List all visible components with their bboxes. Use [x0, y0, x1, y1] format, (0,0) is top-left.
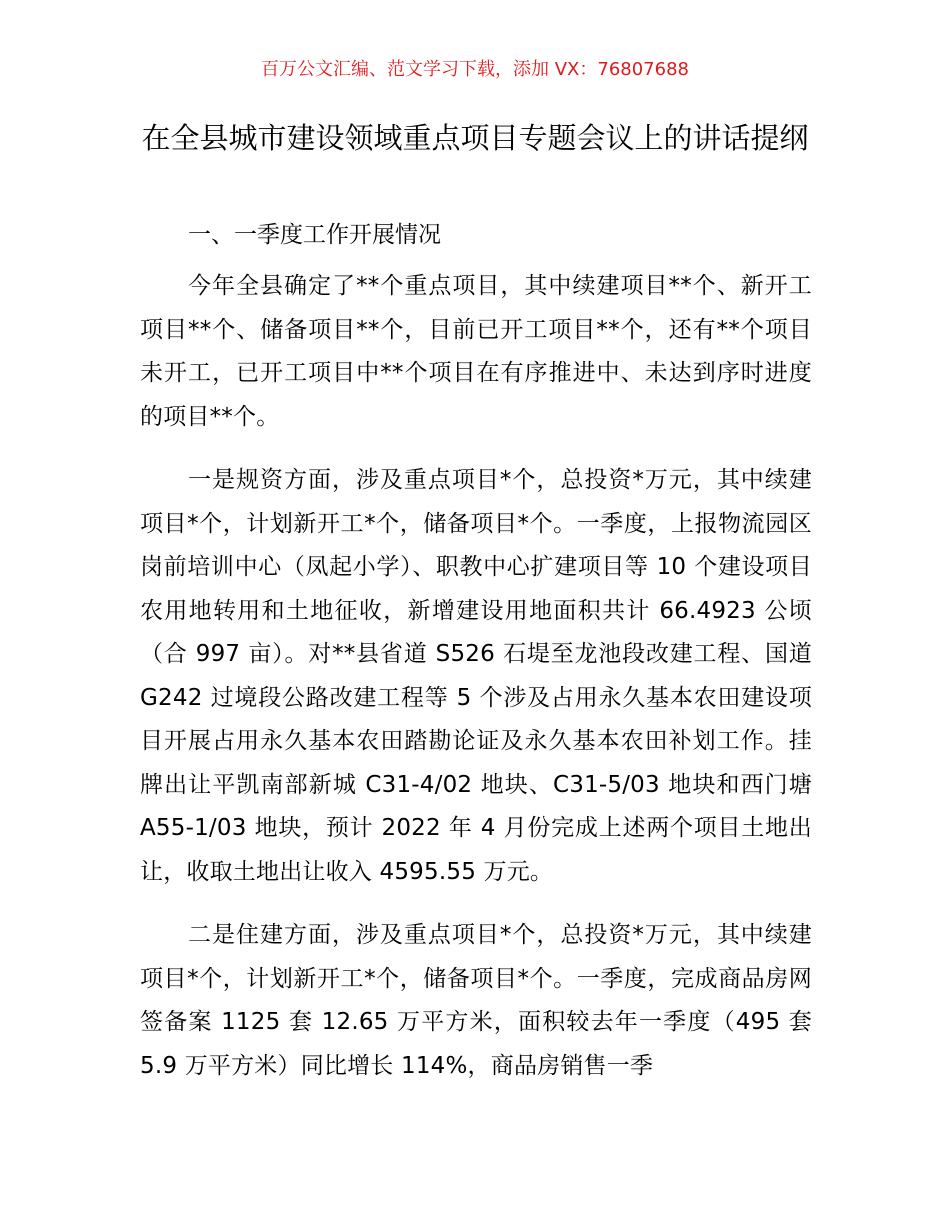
paragraph-housing-construction: 二是住建方面，涉及重点项目*个，总投资*万元，其中续建项目*个，计划新开工*个，储备项目*个。一季度，完成商品房网签备案 1125 套 12.65 万平方米，面积较去年一季度（495 套 5.9 万平方米）同比增长 114%，商品房销售一季: [140, 922, 812, 1079]
paragraph-planning-resources: 一是规资方面，涉及重点项目*个，总投资*万元，其中续建项目*个，计划新开工*个，储备项目*个。一季度，上报物流园区岗前培训中心（凤起小学）、职教中心扩建项目等 10 个建设项目农用地转用和土地征收，新增建设用地面积共计 66.4923 公顷（合 997 亩）。对**县省道 S526 石堤至龙池段改建工程、国道 G242 过境段公路改建工程等 5 个涉及占用永久基本农田建设项目开展占用永久基本农田踏勘论证及永久基本农田补划工作。挂牌出让平凯南部新城 C31-4/02 地块、C31-5/03 地块和西门塘 A55-1/03 地块，预计 2022 年 4 月份完成上述两个项目土地出让，收取土地出让收入 4595.55 万元。: [140, 467, 812, 885]
section-heading: 一、一季度工作开展情况: [188, 222, 441, 248]
header-banner: 百万公文汇编、范文学习下载，添加 VX：76807688: [261, 59, 689, 80]
paragraph-overview: 今年全县确定了**个重点项目，其中续建项目**个、新开工项目**个、储备项目**个，目前已开工项目**个，还有**个项目未开工，已开工项目中**个项目在有序推进中、未达到序时进度的项目**个。: [140, 273, 812, 430]
document-body: [140, 214, 812, 1088]
document-title: 在全县城市建设领域重点项目专题会议上的讲话提纲: [141, 121, 809, 155]
